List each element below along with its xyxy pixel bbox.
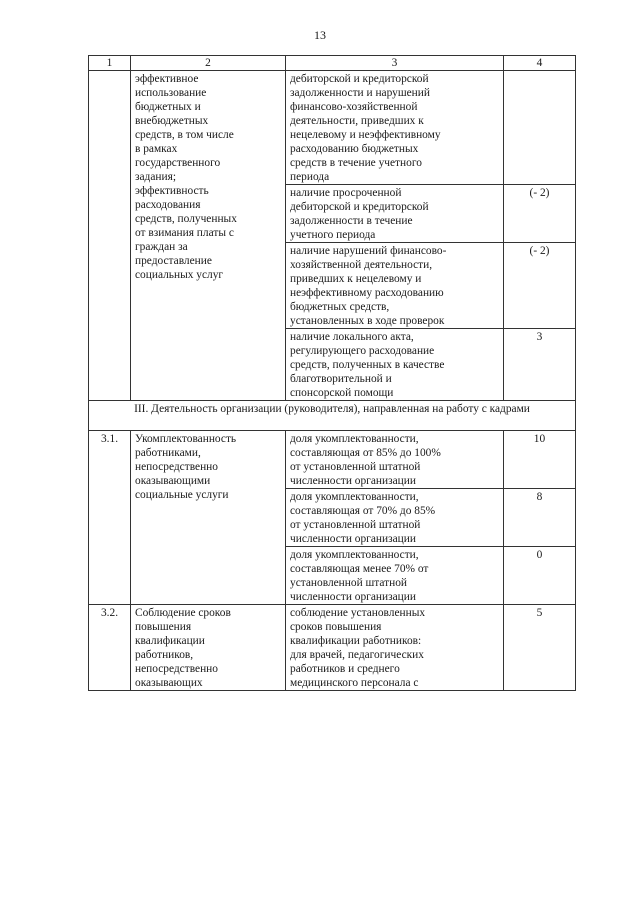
section-title: III. Деятельность организации (руководителя), направленная на работу с кадрами (89, 401, 576, 431)
indicator-cell (286, 71, 504, 185)
table-row (89, 71, 576, 185)
row-number-cell: 3.2. (89, 605, 131, 691)
header-col-2: 2 (131, 56, 286, 71)
score-cell: 8 (504, 489, 576, 547)
indicator-cell (286, 185, 504, 243)
header-col-3: 3 (286, 56, 504, 71)
indicator-text: доля укомплектованности, составляющая менее 70% от установленной штатной численности организации (290, 549, 429, 603)
row-number-cell (89, 71, 131, 401)
page-number: 13 (314, 28, 326, 42)
section-header-row (89, 401, 576, 431)
indicator-text: дебиторской и кредиторской задолженности и нарушений финансово-хозяйственной деятельности, приведших к нецелевому и неэффективному расходованию бюджетных средств в течение учетного периода (290, 73, 441, 183)
indicator-cell (286, 431, 504, 489)
score-cell (504, 71, 576, 185)
criterion-cell (131, 605, 286, 691)
row-number-cell: 3.1. (89, 431, 131, 605)
indicator-cell (286, 329, 504, 401)
criterion-cell (131, 71, 286, 401)
indicator-cell (286, 547, 504, 605)
indicator-text: соблюдение установленных сроков повышения квалификации работников: для врачей, педагогических работников и среднего медицинского персонала с (290, 607, 426, 689)
score-cell: 5 (504, 605, 576, 691)
indicator-text: доля укомплектованности, составляющая от 85% до 100% от установленной штатной численности организации (290, 433, 441, 487)
indicator-cell (286, 243, 504, 329)
score-cell: 10 (504, 431, 576, 489)
criterion-text: Соблюдение сроков повышения квалификации работников, непосредственно оказывающих (135, 607, 231, 689)
criterion-cell (131, 431, 286, 605)
score-cell: (- 2) (504, 243, 576, 329)
criterion-text: Укомплектованность работниками, непосредственно оказывающими социальные услуги (135, 433, 237, 501)
indicator-text: наличие просроченной дебиторской и кредиторской задолженности в течение учетного периода (290, 187, 429, 241)
indicator-text: доля укомплектованности, составляющая от 70% до 85% от установленной штатной численности организации (290, 491, 436, 545)
table-row (89, 605, 576, 691)
header-col-4: 4 (504, 56, 576, 71)
indicator-cell (286, 605, 504, 691)
indicator-text: наличие локального акта, регулирующего расходование средств, полученных в качестве благотворительной и спонсорской помощи (290, 331, 445, 399)
score-cell: 3 (504, 329, 576, 401)
table-row (89, 431, 576, 489)
indicator-text: наличие нарушений финансово- хозяйственной деятельности, приведших к нецелевому и неэффективному расходованию бюджетных средств, установленных в ходе проверок (290, 245, 447, 327)
score-cell: 0 (504, 547, 576, 605)
header-col-1: 1 (89, 56, 131, 71)
table-header-row (89, 56, 576, 71)
criteria-table (88, 55, 576, 691)
indicator-cell (286, 489, 504, 547)
score-cell: (- 2) (504, 185, 576, 243)
criterion-text: эффективное использование бюджетных и внебюджетных средств, в том числе в рамках государственного задания; эффективность расходования средств, полученных от взимания платы с граждан за предоставление социальных услуг (135, 73, 237, 281)
